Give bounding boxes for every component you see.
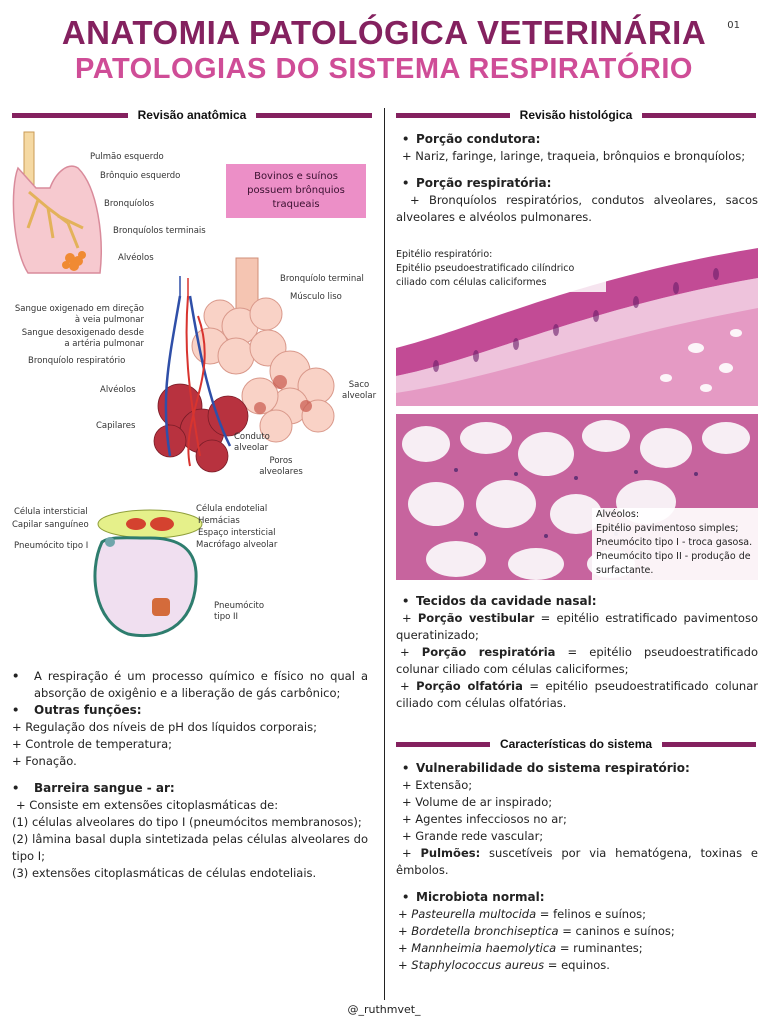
- microbiota-item-3: + Staphylococcus aureus = equinos.: [398, 958, 610, 972]
- label-bronquiolo-respiratorio: Bronquíolo respiratório: [28, 356, 126, 366]
- label-sangue-desoxigenado: Sangue desoxigenado desde a artéria pulmonar: [21, 328, 144, 349]
- porcao-respiratoria-text: + Bronquíolos respiratórios, condutos alveolares, sacos alveolares e alvéolos pulmonares.: [396, 193, 758, 224]
- epitelio-label-text: Epitélio pseudoestratificado cilíndrico ciliado com células caliciformes: [396, 263, 575, 288]
- microbiota-title: Microbiota normal:: [416, 890, 545, 904]
- porcao-condutora-title: Porção condutora:: [416, 132, 541, 146]
- section-anatomy-heading: [12, 106, 372, 124]
- label-bronquio-esquerdo: Brônquio esquerdo: [100, 171, 181, 181]
- barreira-item-3: (3) extensões citoplasmáticas de células endoteliais.: [12, 866, 317, 880]
- heading-bar-left: [12, 113, 128, 118]
- label-celula-endotelial: Célula endotelial: [196, 504, 268, 514]
- label-celula-intersticial: Célula intersticial: [14, 507, 88, 517]
- label-capilares: Capilares: [96, 421, 136, 431]
- olfatoria-text: = epitélio pseudoestratificado colunar ciliado com células olfatórias.: [396, 679, 758, 710]
- page-title: ANATOMIA PATOLÓGICA VETERINÁRIA: [61, 14, 707, 51]
- label-pneumocito-tipo-i: Pneumócito tipo I: [14, 541, 89, 551]
- label-bronquiolos-terminais: Bronquíolos terminais: [113, 226, 206, 236]
- vulnerabilidade-item-2: + Agentes infecciosos no ar;: [402, 812, 567, 826]
- barreira-item-0: + Consiste em extensões citoplasmáticas de:: [16, 798, 279, 812]
- histology-text-block: [396, 131, 758, 226]
- page-subtitle: PATOLOGIAS DO SISTEMA RESPIRATÓRIO: [75, 53, 693, 85]
- bullet-dot: •: [402, 594, 410, 608]
- vestibular-label: Porção vestibular: [417, 611, 535, 625]
- heading-bar-right: [642, 113, 756, 118]
- microbiota-item-0: + Pasteurella multocida = felinos e suínos;: [398, 907, 646, 921]
- section-histology-heading: [396, 106, 756, 124]
- microbiota-species-2: Mannheimia haemolytica: [411, 941, 557, 955]
- bullet-dot: •: [402, 176, 410, 190]
- left-text-block: [12, 668, 368, 882]
- microbiota-species-1: Bordetella bronchiseptica: [411, 924, 559, 938]
- respiratoria-text: = epitélio pseudoestratificado colunar ciliado com células caliciformes;: [396, 645, 758, 676]
- footer-handle: @_ruthmvet_: [347, 1003, 421, 1016]
- label-macrofago-alveolar: Macrófago alveolar: [196, 540, 278, 550]
- label-pneumocito-tipo-ii: Pneumócito tipo II: [214, 601, 265, 622]
- microbiota-species-0: Pasteurella multocida: [411, 907, 537, 921]
- outras-funcoes-item-2: + Fonação.: [12, 754, 77, 768]
- label-poros-alveolares: Poros alveolares: [259, 456, 303, 477]
- olfatoria-label: Porção olfatória: [416, 679, 523, 693]
- section-caracteristicas-label: Características do sistema: [499, 737, 653, 751]
- bullet-dot: •: [12, 703, 20, 717]
- vulnerabilidade-title: Vulnerabilidade do sistema respiratório:: [416, 761, 690, 775]
- alveolos-label-line-0: Epitélio pavimentoso simples;: [596, 523, 739, 534]
- barreira-item-1: (1) células alveolares do tipo I (pneumócitos membranosos);: [12, 815, 362, 829]
- nasal-tissues-block: • Tecidos da cavidade nasal: + Porção vestibular = epitélio estratificado pavimentoso queratinizado; + Porção respiratória = epitélio pseudoestratificado colunar ciliado com células caliciformes; + Porção olfatória = epitélio pseudoestratificado colunar ciliado com células olfatórias.: [396, 594, 758, 710]
- page-header: [0, 14, 768, 86]
- alveolos-label-line-1: Pneumócito tipo I - troca gasosa.: [596, 537, 753, 548]
- barreira-title: Barreira sangue - ar:: [34, 781, 175, 795]
- lung-illustration: [8, 128, 108, 278]
- barreira-item-2: (2) lâmina basal dupla sintetizada pelas células alveolares do tipo I;: [12, 832, 368, 863]
- pulmoes-text: suscetíveis por via hematógena, toxinas e êmbolos.: [396, 846, 758, 877]
- microbiota-item-1: + Bordetella bronchiseptica = caninos e suínos;: [398, 924, 675, 938]
- vulnerabilidade-item-1: + Volume de ar inspirado;: [402, 795, 553, 809]
- caracteristicas-block: • Vulnerabilidade do sistema respiratório: + Extensão; + Volume de ar inspirado; + Agentes infecciosos no ar; + Grande rede vascular; + Pulmões: suscetíveis por via hematógena, toxinas e êmbolos. • Microbiota normal: + Pasteurella multocida = felinos e suínos; + Bordetella bronchiseptica = caninos e suínos; + Mannheimia haemolytica = ruminantes; + Staphylococcus aureus = equinos.: [396, 761, 758, 972]
- heading-bar-left: [396, 113, 510, 118]
- vestibular-text: = epitélio estratificado pavimentoso queratinizado;: [396, 611, 758, 642]
- label-alveolos-acinus: Alvéolos: [100, 385, 136, 395]
- vulnerabilidade-item-0: + Extensão;: [402, 778, 473, 792]
- label-bronquiolo-terminal: Bronquíolo terminal: [280, 274, 364, 284]
- bullet-dot: •: [402, 890, 410, 904]
- alveolus-illustration: [88, 502, 208, 642]
- outras-funcoes-item-0: + Regulação dos níveis de pH dos líquidos corporais;: [12, 720, 317, 734]
- respiration-text: A respiração é um processo químico e físico no qual a absorção de oxigênio e a liberação de gás carbônico;: [34, 669, 368, 700]
- respiratoria-label: Porção respiratória: [421, 645, 556, 659]
- label-conduto-alveolar: Conduto alveolar: [234, 432, 270, 453]
- tecidos-title: Tecidos da cavidade nasal:: [416, 594, 597, 608]
- label-capilar-sanguineo: Capilar sanguíneo: [12, 520, 89, 530]
- microbiota-host-2: = ruminantes;: [556, 941, 643, 955]
- label-musculo-liso: Músculo liso: [290, 292, 342, 302]
- label-espaco-intersticial: Espaço intersticial: [198, 528, 276, 538]
- label-sangue-oxigenado: Sangue oxigenado em direção à veia pulmonar: [14, 304, 144, 325]
- alveolos-label-title: Alvéolos:: [596, 509, 640, 520]
- label-bronquiolos: Bronquíolos: [104, 199, 155, 209]
- label-pulmao-esquerdo: Pulmão esquerdo: [90, 152, 164, 162]
- microbiota-item-2: + Mannheimia haemolytica = ruminantes;: [398, 941, 643, 955]
- pulmoes-label: Pulmões:: [420, 846, 481, 860]
- outras-funcoes-title: Outras funções:: [34, 703, 142, 717]
- epitelio-label: [396, 248, 606, 292]
- section-anatomy-label: Revisão anatômica: [137, 108, 247, 122]
- outras-funcoes-item-1: + Controle de temperatura;: [12, 737, 173, 751]
- heading-bar-right: [662, 742, 756, 747]
- callout-bovinos-suinos: Bovinos e suínos possuem brônquios traqueais: [226, 164, 366, 218]
- heading-bar-right: [256, 113, 372, 118]
- bullet-dot: •: [12, 669, 20, 683]
- porcao-condutora-text: + Nariz, faringe, laringe, traqueia, brônquios e bronquíolos;: [402, 149, 746, 163]
- page-number: 01: [727, 20, 740, 31]
- label-saco-alveolar: Saco alveolar: [342, 380, 377, 401]
- microbiota-host-3: = equinos.: [544, 958, 610, 972]
- bullet-dot: •: [12, 781, 20, 795]
- column-divider: [384, 108, 385, 1000]
- porcao-respiratoria-title: Porção respiratória:: [416, 176, 552, 190]
- microbiota-host-1: = caninos e suínos;: [558, 924, 675, 938]
- alveolos-label: [596, 508, 756, 578]
- label-hemacias: Hemácias: [198, 516, 240, 526]
- microbiota-species-3: Staphylococcus aureus: [411, 958, 545, 972]
- heading-bar-left: [396, 742, 490, 747]
- label-alveolos-lung: Alvéolos: [118, 253, 154, 263]
- section-caracteristicas-heading: [396, 735, 756, 753]
- epitelio-label-title: Epitélio respiratório:: [396, 249, 493, 260]
- microbiota-host-0: = felinos e suínos;: [536, 907, 646, 921]
- bullet-dot: •: [402, 132, 410, 146]
- section-histology-label: Revisão histológica: [519, 108, 633, 122]
- alveolos-label-line-2: Pneumócito tipo II - produção de surfactante.: [596, 551, 751, 576]
- vulnerabilidade-item-3: + Grande rede vascular;: [402, 829, 544, 843]
- bullet-dot: •: [402, 761, 410, 775]
